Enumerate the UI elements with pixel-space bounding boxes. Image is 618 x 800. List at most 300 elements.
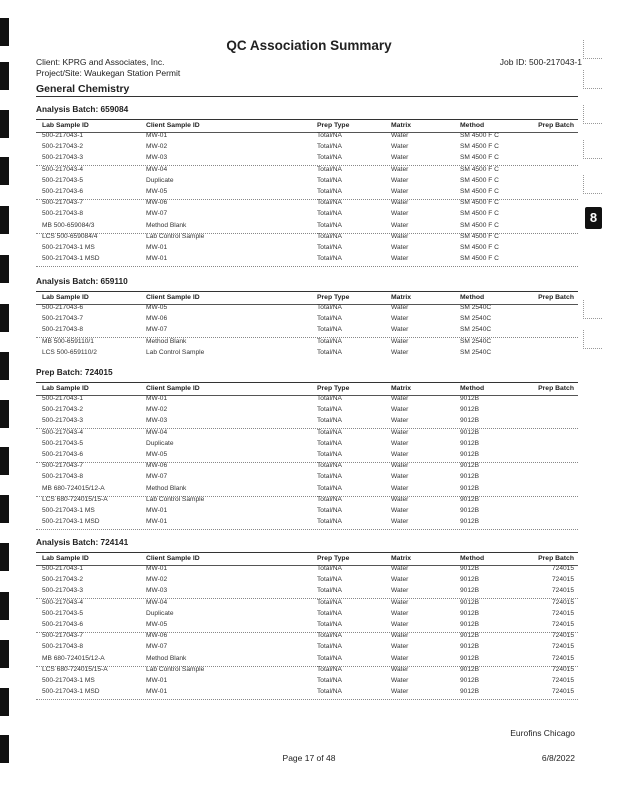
cell-prep-type: Total/NA (317, 621, 342, 628)
cell-prep-batch: 724015 (551, 587, 574, 595)
table-row (36, 304, 578, 315)
cell-lab-sample-id: 500-217043-5 (42, 176, 84, 184)
binder-mark (0, 447, 9, 475)
cell-prep-type: Total/NA (317, 210, 342, 218)
cell-lab-sample-id: 500-217043-8 (42, 473, 84, 481)
cell-matrix: Water (391, 348, 409, 356)
cell-client-sample-id: MW-01 (146, 395, 168, 402)
cell-lab-sample-id: 500-217043-8 (42, 210, 84, 218)
cell-lab-sample-id: LCS 680-724015/15-A (42, 665, 108, 673)
cell-lab-sample-id: 500-217043-2 (42, 143, 84, 151)
cell-prep-type: Total/NA (317, 337, 342, 345)
cell-prep-type: Total/NA (317, 188, 342, 195)
cell-client-sample-id: MW-01 (146, 507, 168, 514)
cell-prep-type: Total/NA (317, 451, 342, 458)
cell-client-sample-id: Method Blank (146, 221, 187, 229)
cell-method: 9012B (460, 451, 480, 458)
table-row (36, 429, 578, 440)
cell-method: 9012B (460, 484, 480, 492)
cell-client-sample-id: Lab Control Sample (146, 232, 205, 240)
cell-lab-sample-id: 500-217043-8 (42, 643, 84, 651)
cell-method: SM 2540C (460, 326, 492, 334)
table-row (36, 440, 578, 451)
column-header-row (36, 382, 578, 396)
cell-lab-sample-id: 500-217043-2 (42, 576, 84, 584)
cell-client-sample-id: Duplicate (146, 609, 174, 617)
cell-lab-sample-id: 500-217043-7 (42, 462, 84, 470)
cell-matrix: Water (391, 609, 409, 617)
cell-method: 9012B (460, 665, 480, 673)
table-row (36, 610, 578, 621)
cell-matrix: Water (391, 395, 409, 402)
cell-client-sample-id: Lab Control Sample (146, 348, 205, 356)
cell-method: 9012B (460, 654, 480, 662)
table-row (36, 643, 578, 654)
cell-matrix: Water (391, 337, 409, 345)
cell-prep-type: Total/NA (317, 587, 342, 595)
cell-lab-sample-id: 500-217043-1 MSD (42, 255, 100, 263)
table-row (36, 621, 578, 633)
footer-page: Page 17 of 48 (282, 753, 336, 763)
cell-prep-type: Total/NA (317, 132, 342, 139)
cell-prep-type: Total/NA (317, 395, 342, 402)
column-header-matrix: Matrix (391, 294, 412, 301)
cell-prep-batch: 724015 (551, 621, 574, 628)
section-title: General Chemistry (36, 83, 578, 97)
project-site: Project/Site: Waukegan Station Permit (36, 68, 181, 78)
cell-lab-sample-id: MB 680-724015/12-A (42, 654, 105, 662)
cell-matrix: Water (391, 439, 409, 447)
cell-prep-batch: 724015 (551, 665, 574, 673)
cell-lab-sample-id: 500-217043-1 MSD (42, 688, 100, 696)
cell-matrix: Water (391, 199, 409, 207)
cell-lab-sample-id: 500-217043-3 (42, 154, 84, 162)
cell-client-sample-id: MW-07 (146, 473, 168, 481)
cell-client-sample-id: Method Blank (146, 484, 187, 492)
cell-client-sample-id: MW-01 (146, 255, 168, 263)
cell-method: 9012B (460, 587, 480, 595)
cell-method: 9012B (460, 565, 480, 572)
cell-lab-sample-id: LCS 680-724015/15-A (42, 495, 108, 503)
cell-method: SM 2540C (460, 304, 492, 311)
column-header-lab-sample-id: Lab Sample ID (42, 122, 89, 129)
column-header-method: Method (460, 385, 485, 392)
cell-matrix: Water (391, 451, 409, 458)
binder-mark (0, 352, 9, 380)
cell-method: 9012B (460, 518, 480, 526)
cell-prep-type: Total/NA (317, 315, 342, 323)
table-row (36, 199, 578, 210)
cell-matrix: Water (391, 221, 409, 229)
column-header-method: Method (460, 294, 485, 301)
cell-lab-sample-id: LCS 500-659084/4 (42, 232, 98, 240)
cell-client-sample-id: MW-06 (146, 632, 168, 640)
cell-lab-sample-id: 500-217043-1 (42, 395, 84, 402)
table-row (36, 599, 578, 610)
cell-method: SM 4500 F C (460, 199, 499, 207)
cell-prep-type: Total/NA (317, 688, 342, 696)
cell-method: 9012B (460, 507, 480, 514)
cell-client-sample-id: MW-05 (146, 188, 168, 195)
column-header-prep-batch: Prep Batch (538, 555, 574, 562)
cell-prep-type: Total/NA (317, 176, 342, 184)
cell-matrix: Water (391, 576, 409, 584)
column-header-lab-sample-id: Lab Sample ID (42, 294, 89, 301)
cell-prep-type: Total/NA (317, 677, 342, 684)
binder-mark (0, 62, 9, 90)
cell-method: 9012B (460, 688, 480, 696)
table-row (36, 210, 578, 221)
cell-lab-sample-id: 500-217043-1 MSD (42, 518, 100, 526)
binder-mark (0, 110, 9, 138)
cell-client-sample-id: MW-01 (146, 688, 168, 696)
cell-method: 9012B (460, 576, 480, 584)
cell-method: SM 4500 F C (460, 165, 499, 173)
client-name: Client: KPRG and Associates, Inc. (36, 57, 165, 67)
cell-prep-type: Total/NA (317, 609, 342, 617)
table-row (36, 666, 578, 677)
cell-prep-type: Total/NA (317, 143, 342, 151)
cell-matrix: Water (391, 654, 409, 662)
cell-method: SM 4500 F C (460, 132, 499, 139)
cell-prep-type: Total/NA (317, 255, 342, 263)
cell-lab-sample-id: MB 500-659110/1 (42, 337, 94, 345)
cell-prep-type: Total/NA (317, 221, 342, 229)
cell-lab-sample-id: 500-217043-4 (42, 598, 84, 606)
cell-matrix: Water (391, 188, 409, 195)
cell-matrix: Water (391, 315, 409, 323)
table-row (36, 132, 578, 143)
table-row (36, 349, 578, 360)
cell-prep-type: Total/NA (317, 154, 342, 162)
index-mark (583, 330, 602, 349)
column-header-row (36, 552, 578, 566)
batch-title: Prep Batch: 724015 (36, 367, 113, 377)
cell-client-sample-id: MW-03 (146, 587, 168, 595)
cell-method: 9012B (460, 621, 480, 628)
index-mark (583, 140, 602, 159)
cell-method: 9012B (460, 428, 480, 436)
section-tab-8: 8 (585, 207, 602, 229)
cell-method: 9012B (460, 395, 480, 402)
index-mark (583, 70, 602, 89)
batch-title: Analysis Batch: 724141 (36, 537, 129, 547)
cell-matrix: Water (391, 621, 409, 628)
cell-method: 9012B (460, 643, 480, 651)
cell-client-sample-id: MW-02 (146, 143, 168, 151)
column-header-prep-type: Prep Type (317, 294, 350, 301)
cell-matrix: Water (391, 587, 409, 595)
footer-company: Eurofins Chicago (510, 728, 575, 738)
table-row (36, 406, 578, 417)
column-header-method: Method (460, 122, 485, 129)
column-header-prep-batch: Prep Batch (538, 122, 574, 129)
table-row (36, 518, 578, 530)
column-header-prep-type: Prep Type (317, 385, 350, 392)
cell-prep-type: Total/NA (317, 507, 342, 514)
cell-matrix: Water (391, 244, 409, 251)
cell-lab-sample-id: 500-217043-1 (42, 132, 84, 139)
cell-matrix: Water (391, 688, 409, 696)
table-row (36, 655, 578, 667)
binder-mark (0, 206, 9, 234)
cell-method: 9012B (460, 495, 480, 503)
cell-method: 9012B (460, 609, 480, 617)
cell-matrix: Water (391, 495, 409, 503)
cell-prep-type: Total/NA (317, 165, 342, 173)
cell-prep-type: Total/NA (317, 348, 342, 356)
cell-lab-sample-id: 500-217043-8 (42, 326, 84, 334)
cell-prep-type: Total/NA (317, 439, 342, 447)
cell-prep-type: Total/NA (317, 417, 342, 425)
cell-matrix: Water (391, 484, 409, 492)
column-header-matrix: Matrix (391, 555, 412, 562)
column-header-row (36, 119, 578, 133)
cell-matrix: Water (391, 154, 409, 162)
cell-lab-sample-id: 500-217043-6 (42, 621, 84, 628)
cell-matrix: Water (391, 417, 409, 425)
cell-lab-sample-id: 500-217043-7 (42, 315, 84, 323)
cell-client-sample-id: MW-01 (146, 132, 168, 139)
cell-client-sample-id: MW-01 (146, 565, 168, 572)
cell-matrix: Water (391, 665, 409, 673)
table-row (36, 587, 578, 599)
cell-matrix: Water (391, 428, 409, 436)
footer-date: 6/8/2022 (541, 753, 575, 763)
page-title: QC Association Summary (226, 38, 392, 53)
cell-prep-batch: 724015 (551, 609, 574, 617)
cell-method: SM 4500 F C (460, 176, 499, 184)
table-row (36, 315, 578, 326)
cell-client-sample-id: MW-04 (146, 428, 168, 436)
cell-lab-sample-id: 500-217043-6 (42, 188, 84, 195)
table-row (36, 677, 578, 688)
index-mark (583, 105, 602, 124)
batch-title: Analysis Batch: 659110 (36, 276, 128, 286)
column-header-lab-sample-id: Lab Sample ID (42, 555, 89, 562)
binder-mark (0, 592, 9, 620)
column-header-client-sample-id: Client Sample ID (146, 555, 200, 562)
table-row (36, 496, 578, 507)
cell-client-sample-id: MW-05 (146, 451, 168, 458)
cell-prep-type: Total/NA (317, 473, 342, 481)
cell-lab-sample-id: 500-217043-4 (42, 428, 84, 436)
table-row (36, 473, 578, 484)
column-header-client-sample-id: Client Sample ID (146, 385, 200, 392)
table-row (36, 177, 578, 188)
table-row (36, 565, 578, 576)
cell-lab-sample-id: 500-217043-7 (42, 199, 84, 207)
column-header-client-sample-id: Client Sample ID (146, 294, 200, 301)
cell-matrix: Water (391, 176, 409, 184)
cell-method: SM 4500 F C (460, 244, 499, 251)
cell-prep-type: Total/NA (317, 598, 342, 606)
table-row (36, 485, 578, 497)
table-row (36, 507, 578, 518)
cell-matrix: Water (391, 598, 409, 606)
table-row (36, 338, 578, 349)
cell-client-sample-id: Duplicate (146, 439, 174, 447)
table-row (36, 576, 578, 587)
table-row (36, 417, 578, 429)
cell-client-sample-id: MW-07 (146, 210, 168, 218)
cell-method: SM 2540C (460, 315, 492, 323)
cell-prep-batch: 724015 (551, 598, 574, 606)
cell-lab-sample-id: 500-217043-1 MS (42, 507, 95, 514)
cell-method: 9012B (460, 632, 480, 640)
cell-matrix: Water (391, 518, 409, 526)
cell-matrix: Water (391, 507, 409, 514)
cell-matrix: Water (391, 565, 409, 572)
cell-client-sample-id: MW-02 (146, 406, 168, 414)
column-header-prep-batch: Prep Batch (538, 385, 574, 392)
cell-method: SM 4500 F C (460, 210, 499, 218)
cell-matrix: Water (391, 406, 409, 414)
cell-matrix: Water (391, 632, 409, 640)
cell-matrix: Water (391, 473, 409, 481)
table-row (36, 326, 578, 338)
binder-mark (0, 688, 9, 716)
cell-prep-batch: 724015 (551, 632, 574, 640)
cell-method: 9012B (460, 417, 480, 425)
index-mark (583, 300, 602, 319)
cell-prep-batch: 724015 (551, 677, 574, 684)
table-row (36, 143, 578, 154)
cell-method: SM 4500 F C (460, 232, 499, 240)
cell-lab-sample-id: 500-217043-1 MS (42, 244, 95, 251)
cell-prep-batch: 724015 (551, 576, 574, 584)
cell-client-sample-id: Lab Control Sample (146, 665, 205, 673)
cell-matrix: Water (391, 677, 409, 684)
cell-prep-batch: 724015 (551, 643, 574, 651)
binder-mark (0, 543, 9, 571)
cell-method: 9012B (460, 439, 480, 447)
cell-client-sample-id: MW-03 (146, 417, 168, 425)
binder-mark (0, 157, 9, 185)
table-row (36, 688, 578, 700)
cell-client-sample-id: MW-01 (146, 518, 168, 526)
cell-matrix: Water (391, 210, 409, 218)
cell-prep-type: Total/NA (317, 518, 342, 526)
cell-prep-type: Total/NA (317, 244, 342, 251)
table-row (36, 188, 578, 200)
cell-matrix: Water (391, 643, 409, 651)
cell-method: SM 2540C (460, 348, 492, 356)
cell-lab-sample-id: MB 500-659084/3 (42, 221, 95, 229)
cell-prep-type: Total/NA (317, 406, 342, 414)
cell-lab-sample-id: 500-217043-6 (42, 304, 84, 311)
cell-matrix: Water (391, 232, 409, 240)
binder-mark (0, 400, 9, 428)
cell-matrix: Water (391, 132, 409, 139)
table-row (36, 255, 578, 267)
cell-method: SM 4500 F C (460, 221, 499, 229)
binder-mark (0, 304, 9, 332)
cell-method: 9012B (460, 406, 480, 414)
cell-client-sample-id: MW-01 (146, 677, 168, 684)
cell-prep-batch: 724015 (551, 688, 574, 696)
cell-lab-sample-id: 500-217043-5 (42, 609, 84, 617)
cell-method: SM 4500 F C (460, 255, 499, 263)
cell-client-sample-id: MW-07 (146, 643, 168, 651)
cell-prep-type: Total/NA (317, 495, 342, 503)
job-id: Job ID: 500-217043-1 (499, 57, 582, 67)
table-row (36, 222, 578, 234)
cell-prep-type: Total/NA (317, 632, 342, 640)
table-row (36, 632, 578, 643)
cell-method: 9012B (460, 598, 480, 606)
cell-lab-sample-id: 500-217043-4 (42, 165, 84, 173)
cell-method: 9012B (460, 677, 480, 684)
index-mark (583, 175, 602, 194)
cell-prep-type: Total/NA (317, 654, 342, 662)
cell-client-sample-id: Duplicate (146, 176, 174, 184)
cell-prep-type: Total/NA (317, 232, 342, 240)
cell-prep-type: Total/NA (317, 304, 342, 311)
column-header-row (36, 291, 578, 305)
cell-prep-type: Total/NA (317, 484, 342, 492)
table-row (36, 233, 578, 244)
cell-prep-type: Total/NA (317, 462, 342, 470)
column-header-matrix: Matrix (391, 385, 412, 392)
column-header-client-sample-id: Client Sample ID (146, 122, 200, 129)
cell-lab-sample-id: 500-217043-5 (42, 439, 84, 447)
cell-lab-sample-id: LCS 500-659110/2 (42, 348, 97, 356)
cell-prep-type: Total/NA (317, 643, 342, 651)
cell-lab-sample-id: 500-217043-3 (42, 417, 84, 425)
table-row (36, 451, 578, 463)
cell-prep-type: Total/NA (317, 326, 342, 334)
column-header-prep-type: Prep Type (317, 555, 350, 562)
cell-prep-type: Total/NA (317, 565, 342, 572)
cell-lab-sample-id: MB 680-724015/12-A (42, 484, 105, 492)
cell-prep-type: Total/NA (317, 199, 342, 207)
cell-lab-sample-id: 500-217043-2 (42, 406, 84, 414)
cell-lab-sample-id: 500-217043-7 (42, 632, 84, 640)
cell-matrix: Water (391, 165, 409, 173)
cell-lab-sample-id: 500-217043-1 (42, 565, 84, 572)
cell-method: 9012B (460, 462, 480, 470)
table-row (36, 462, 578, 473)
cell-client-sample-id: MW-01 (146, 244, 168, 251)
cell-matrix: Water (391, 255, 409, 263)
column-header-lab-sample-id: Lab Sample ID (42, 385, 89, 392)
cell-method: 9012B (460, 473, 480, 481)
binder-mark (0, 495, 9, 523)
cell-client-sample-id: Method Blank (146, 337, 187, 345)
cell-lab-sample-id: 500-217043-6 (42, 451, 84, 458)
cell-lab-sample-id: 500-217043-1 MS (42, 677, 95, 684)
cell-method: SM 4500 F C (460, 154, 499, 162)
cell-prep-type: Total/NA (317, 428, 342, 436)
column-header-method: Method (460, 555, 485, 562)
cell-method: SM 4500 F C (460, 188, 499, 195)
cell-method: SM 4500 F C (460, 143, 499, 151)
cell-client-sample-id: MW-06 (146, 462, 168, 470)
column-header-matrix: Matrix (391, 122, 412, 129)
cell-client-sample-id: MW-02 (146, 576, 168, 584)
binder-mark (0, 640, 9, 668)
cell-client-sample-id: Method Blank (146, 654, 187, 662)
cell-lab-sample-id: 500-217043-3 (42, 587, 84, 595)
cell-client-sample-id: MW-05 (146, 304, 168, 311)
cell-client-sample-id: MW-03 (146, 154, 168, 162)
column-header-prep-type: Prep Type (317, 122, 350, 129)
binder-mark (0, 255, 9, 283)
cell-prep-type: Total/NA (317, 576, 342, 584)
cell-matrix: Water (391, 326, 409, 334)
cell-client-sample-id: MW-06 (146, 199, 168, 207)
